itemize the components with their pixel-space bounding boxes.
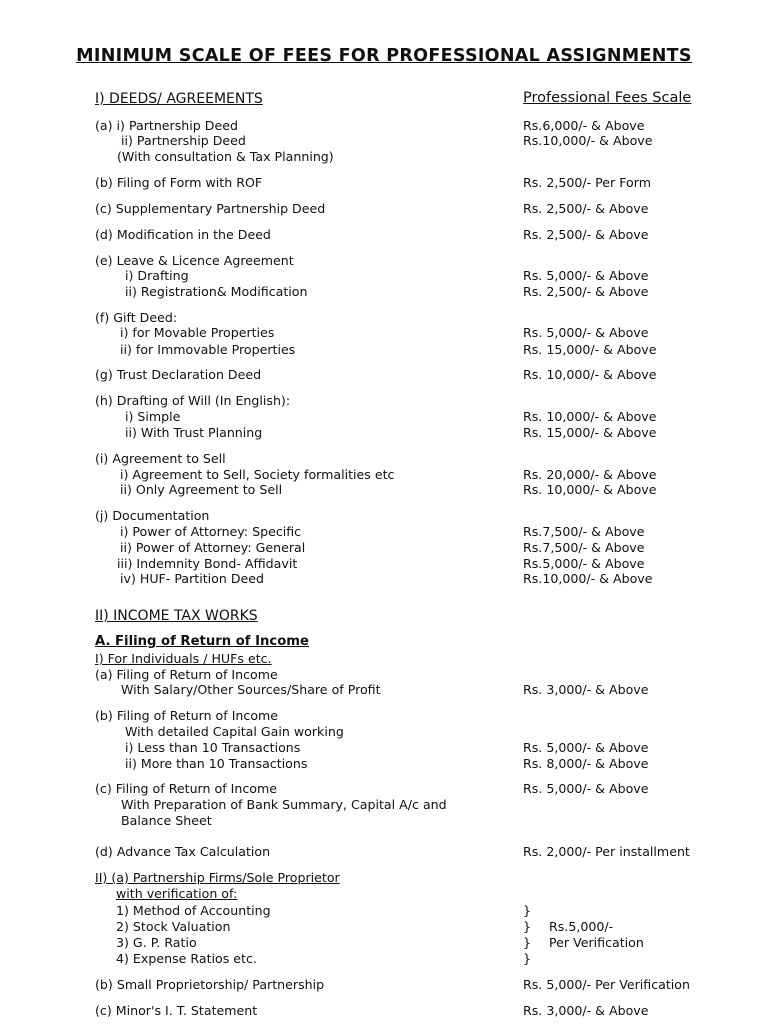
- row-fee: Rs. 15,000/- & Above: [523, 342, 657, 357]
- row-label: (b) Small Proprietorship/ Partnership: [95, 977, 325, 992]
- section-heading-income-tax: II) INCOME TAX WORKS: [95, 608, 258, 624]
- brace-mark: }: [523, 935, 532, 950]
- row-label: With detailed Capital Gain working: [125, 724, 344, 739]
- row-fee: Rs. 10,000/- & Above: [523, 367, 657, 382]
- row-label: iv) HUF- Partition Deed: [120, 571, 265, 586]
- row-fee: Rs. 8,000/- & Above: [523, 756, 649, 771]
- row-label: (c) Supplementary Partnership Deed: [95, 201, 326, 216]
- row-label: i) Less than 10 Transactions: [125, 740, 301, 755]
- subheading-filing-return: A. Filing of Return of Income: [95, 634, 309, 649]
- row-label: (With consultation & Tax Planning): [117, 149, 334, 164]
- row-fee: Rs. 10,000/- & Above: [523, 409, 657, 424]
- row-label: (f) Gift Deed:: [95, 310, 178, 325]
- row-label: (i) Agreement to Sell: [95, 451, 226, 466]
- row-fee: Rs.10,000/- & Above: [523, 133, 653, 148]
- row-fee: Rs. 2,500/- Per Form: [523, 175, 651, 190]
- subheading-partnership: II) (a) Partnership Firms/Sole Proprietor: [95, 870, 340, 885]
- row-fee: Rs. 5,000/- Per Verification: [523, 977, 690, 992]
- row-fee: Rs. 3,000/- & Above: [523, 1003, 649, 1018]
- section-heading-deeds: I) DEEDS/ AGREEMENTS: [95, 91, 263, 107]
- row-label: i) for Movable Properties: [120, 325, 275, 340]
- row-label: (b) Filing of Form with ROF: [95, 175, 263, 190]
- row-fee: Rs. 10,000/- & Above: [523, 482, 657, 497]
- row-label: (a) i) Partnership Deed: [95, 118, 238, 133]
- verification-item: 2) Stock Valuation: [116, 919, 231, 934]
- row-fee: Rs.10,000/- & Above: [523, 571, 653, 586]
- row-label: ii) With Trust Planning: [125, 425, 263, 440]
- row-fee: Rs.5,000/- & Above: [523, 556, 645, 571]
- row-fee: Rs.7,500/- & Above: [523, 524, 645, 539]
- subheading-verification: with verification of:: [116, 886, 238, 901]
- row-label: (c) Minor's I. T. Statement: [95, 1003, 258, 1018]
- row-label: ii) Partnership Deed: [121, 133, 246, 148]
- row-label: i) Simple: [125, 409, 181, 424]
- row-fee: Rs. 5,000/- & Above: [523, 781, 649, 796]
- row-label: With Preparation of Bank Summary, Capital A/c and: [121, 797, 447, 812]
- row-label: ii) More than 10 Transactions: [125, 756, 308, 771]
- row-label: i) Drafting: [125, 268, 189, 283]
- row-label: (d) Modification in the Deed: [95, 227, 271, 242]
- row-label: (e) Leave & Licence Agreement: [95, 253, 294, 268]
- page-title: MINIMUM SCALE OF FEES FOR PROFESSIONAL ASSIGNMENTS: [76, 46, 692, 66]
- brace-mark: }: [523, 951, 532, 966]
- row-label: ii) Power of Attorney: General: [120, 540, 306, 555]
- row-label: (c) Filing of Return of Income: [95, 781, 277, 796]
- verification-fee-note: Per Verification: [549, 935, 644, 950]
- verification-fee: Rs.5,000/-: [549, 919, 614, 934]
- row-fee: Rs. 2,000/- Per installment: [523, 844, 690, 859]
- verification-item: 1) Method of Accounting: [116, 903, 271, 918]
- row-fee: Rs. 2,500/- & Above: [523, 227, 649, 242]
- row-label: (b) Filing of Return of Income: [95, 708, 279, 723]
- row-label: (d) Advance Tax Calculation: [95, 844, 271, 859]
- row-label: (a) Filing of Return of Income: [95, 667, 278, 682]
- row-fee: Rs. 20,000/- & Above: [523, 467, 657, 482]
- row-fee: Rs. 2,500/- & Above: [523, 201, 649, 216]
- row-label: (j) Documentation: [95, 508, 210, 523]
- row-label: (h) Drafting of Will (In English):: [95, 393, 291, 408]
- row-label: With Salary/Other Sources/Share of Profit: [121, 682, 381, 697]
- verification-item: 4) Expense Ratios etc.: [116, 951, 257, 966]
- row-label: ii) Registration& Modification: [125, 284, 308, 299]
- row-label: Balance Sheet: [121, 813, 212, 828]
- row-fee: Rs. 15,000/- & Above: [523, 425, 657, 440]
- row-fee: Rs. 3,000/- & Above: [523, 682, 649, 697]
- row-label: i) Power of Attorney: Specific: [120, 524, 302, 539]
- brace-mark: }: [523, 919, 532, 934]
- row-fee: Rs. 5,000/- & Above: [523, 268, 649, 283]
- row-fee: Rs.6,000/- & Above: [523, 118, 645, 133]
- row-fee: Rs. 5,000/- & Above: [523, 325, 649, 340]
- row-fee: Rs.7,500/- & Above: [523, 540, 645, 555]
- fees-column-heading: Professional Fees Scale: [523, 90, 692, 106]
- row-fee: Rs. 5,000/- & Above: [523, 740, 649, 755]
- subheading-individuals: I) For Individuals / HUFs etc.: [95, 651, 272, 666]
- row-label: ii) Only Agreement to Sell: [120, 482, 283, 497]
- row-label: (g) Trust Declaration Deed: [95, 367, 262, 382]
- verification-item: 3) G. P. Ratio: [116, 935, 197, 950]
- row-label: i) Agreement to Sell, Society formalities etc: [120, 467, 395, 482]
- brace-mark: }: [523, 903, 532, 918]
- row-fee: Rs. 2,500/- & Above: [523, 284, 649, 299]
- row-label: ii) for Immovable Properties: [120, 342, 296, 357]
- row-label: iii) Indemnity Bond- Affidavit: [117, 556, 298, 571]
